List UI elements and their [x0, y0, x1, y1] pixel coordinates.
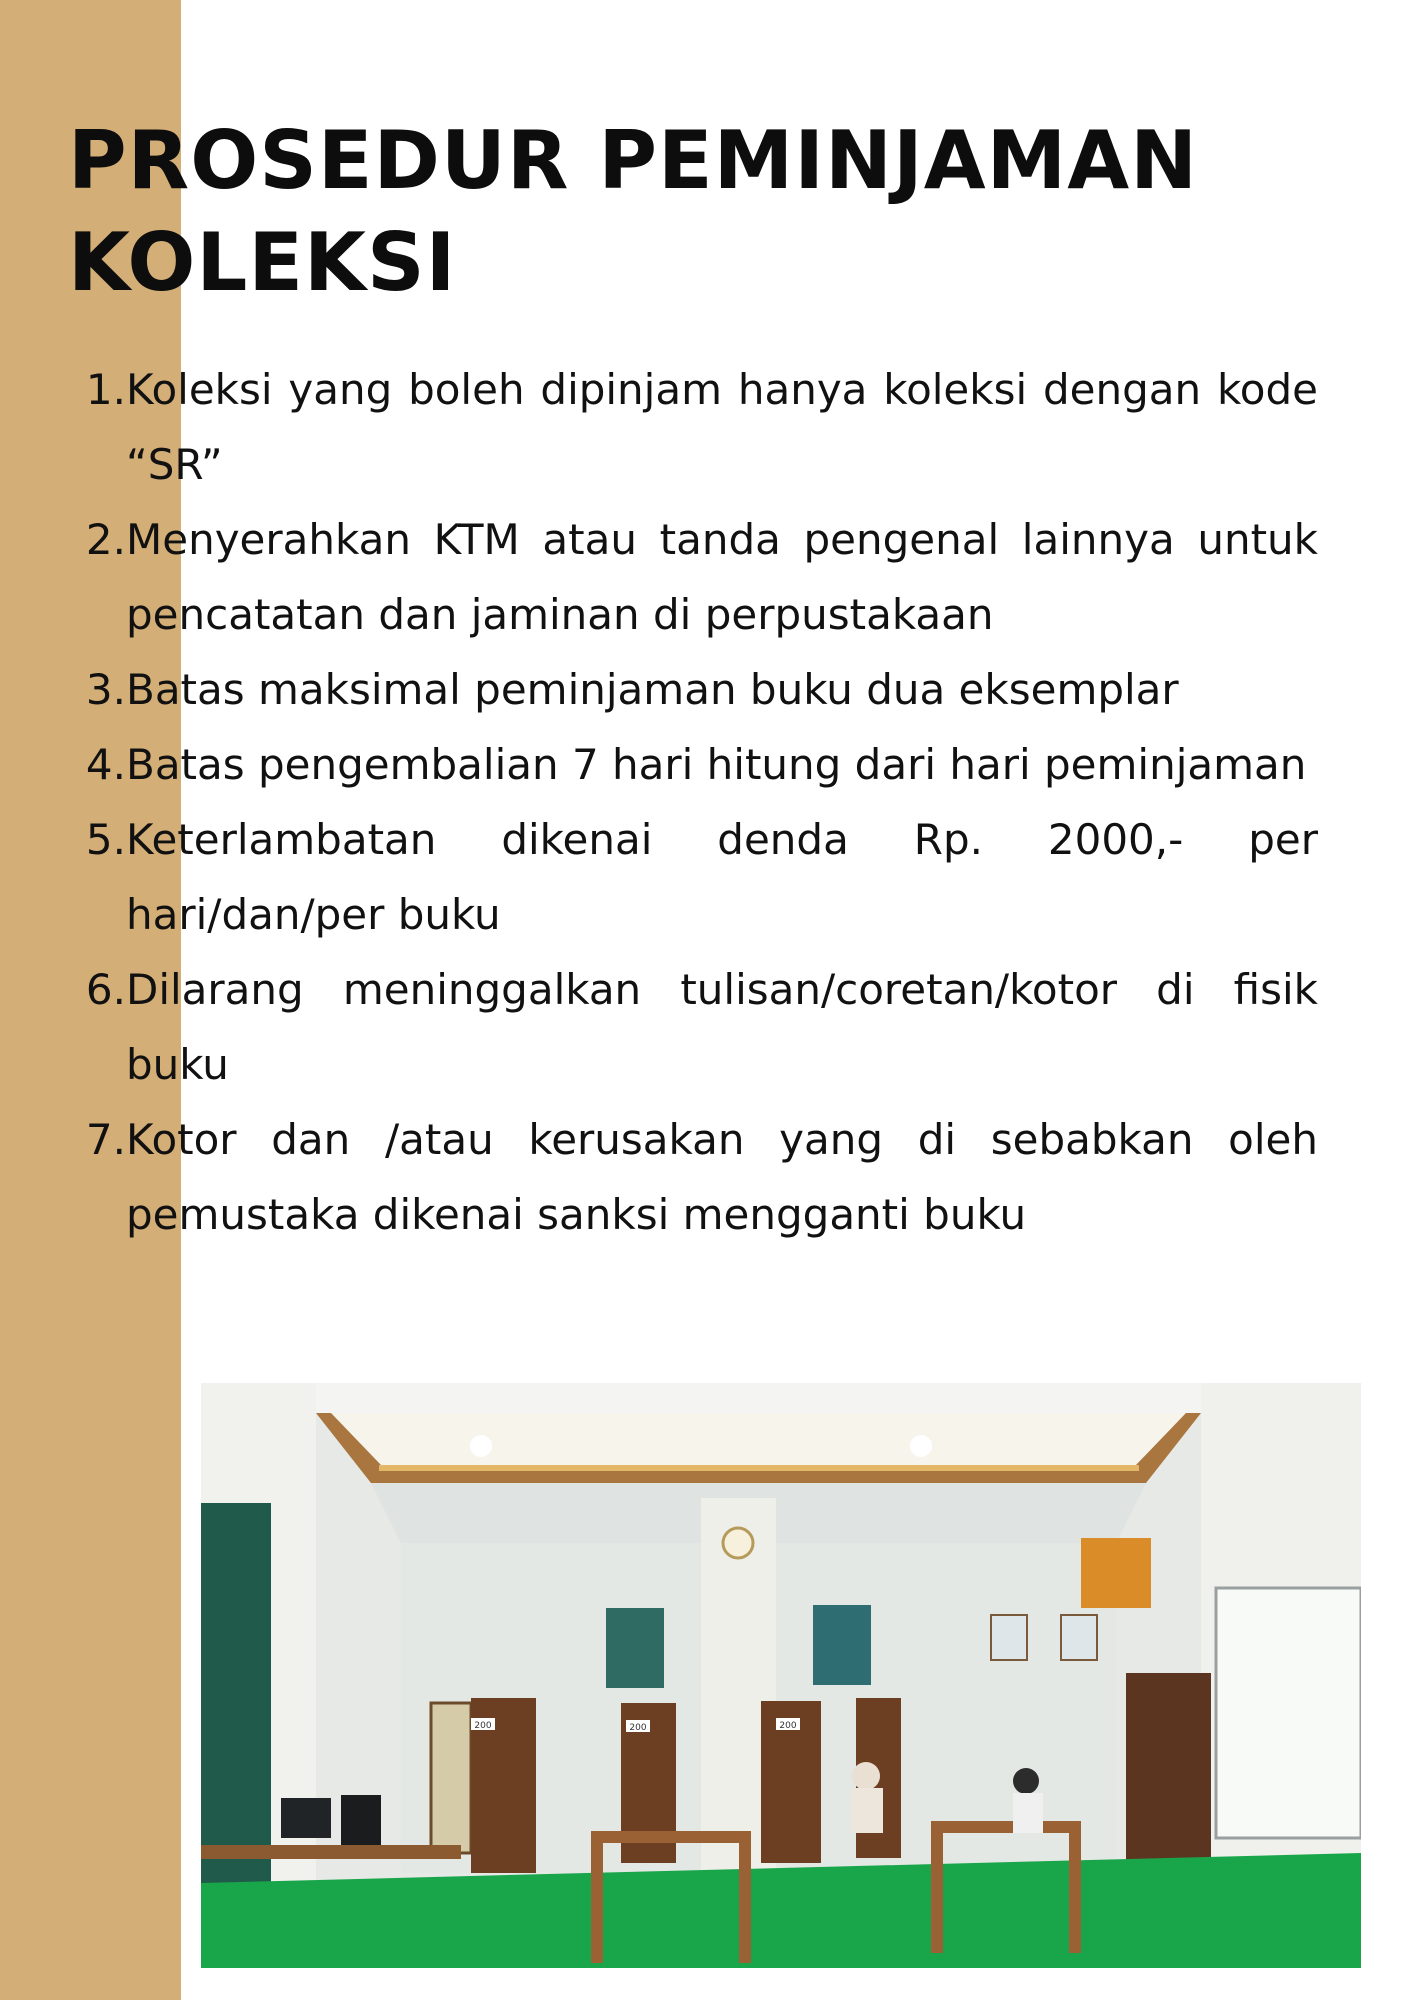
door	[431, 1703, 471, 1853]
person-body	[851, 1788, 883, 1833]
rule-item	[76, 352, 1318, 502]
monitor	[281, 1798, 331, 1838]
rule-text: Batas maksimal peminjaman buku dua eksemplar	[126, 665, 1179, 714]
page-title	[68, 110, 1368, 314]
ceiling-lamp-left	[470, 1435, 492, 1457]
person-body	[1013, 1793, 1043, 1833]
computer-desk	[201, 1845, 461, 1859]
table-leg	[1069, 1833, 1081, 1953]
rule-number: 5.	[85, 815, 126, 864]
orange-curtain	[1081, 1538, 1151, 1608]
ceiling-front	[316, 1383, 1201, 1413]
rule-item	[76, 502, 1318, 652]
shelf-label: 200	[779, 1721, 797, 1731]
whiteboard	[1216, 1588, 1361, 1838]
rule-item	[76, 652, 1318, 727]
rule-number: 7.	[85, 1115, 126, 1164]
table-leg	[931, 1833, 943, 1953]
wall-clock	[723, 1528, 753, 1558]
rule-item	[76, 952, 1318, 1102]
library-interior-illustration	[201, 1383, 1361, 1968]
ceiling-panel	[331, 1413, 1186, 1465]
rule-number: 2.	[85, 515, 126, 564]
computer-tower	[341, 1795, 381, 1845]
rule-number: 3.	[85, 665, 126, 714]
rule-text: Dilarang meninggalkan tulisan/coretan/kotor di fisik buku	[126, 965, 1318, 1089]
rule-item	[76, 1102, 1318, 1252]
poster-right	[813, 1605, 871, 1685]
bookshelf-right	[1126, 1673, 1211, 1863]
window	[991, 1615, 1027, 1660]
rule-item	[76, 727, 1318, 802]
ceiling-light-strip	[379, 1465, 1139, 1471]
person-head	[1013, 1768, 1039, 1794]
rule-text: Batas pengembalian 7 hari hitung dari hari peminjaman	[126, 740, 1307, 789]
page-title-line-2: KOLEKSI	[68, 216, 457, 309]
library-photo	[201, 1383, 1361, 1968]
window	[1061, 1615, 1097, 1660]
rule-number: 1.	[85, 365, 126, 414]
rule-item	[76, 802, 1318, 952]
rule-text: Kotor dan /atau kerusakan yang di sebabkan oleh pemustaka dikenai sanksi mengganti buku	[126, 1115, 1318, 1239]
reading-table	[931, 1821, 1081, 1833]
rule-number: 4.	[85, 740, 126, 789]
rule-number: 6.	[85, 965, 126, 1014]
shelf-label: 200	[629, 1723, 647, 1733]
rule-text: Menyerahkan KTM atau tanda pengenal lainnya untuk pencatatan dan jaminan di perpustakaan	[126, 515, 1318, 639]
person-head	[852, 1762, 880, 1790]
poster-left	[606, 1608, 664, 1688]
ceiling-lamp-right	[910, 1435, 932, 1457]
table-leg	[591, 1843, 603, 1963]
shelf-label: 200	[474, 1721, 492, 1731]
rule-text: Koleksi yang boleh dipinjam hanya koleksi dengan kode “SR”	[126, 365, 1318, 489]
rule-text: Keterlambatan dikenai denda Rp. 2000,- per hari/dan/per buku	[126, 815, 1318, 939]
reading-table	[591, 1831, 751, 1843]
borrowing-rules-list	[76, 352, 1318, 1252]
table-leg	[739, 1843, 751, 1963]
page-title-line-1: PROSEDUR PEMINJAMAN	[68, 114, 1199, 207]
